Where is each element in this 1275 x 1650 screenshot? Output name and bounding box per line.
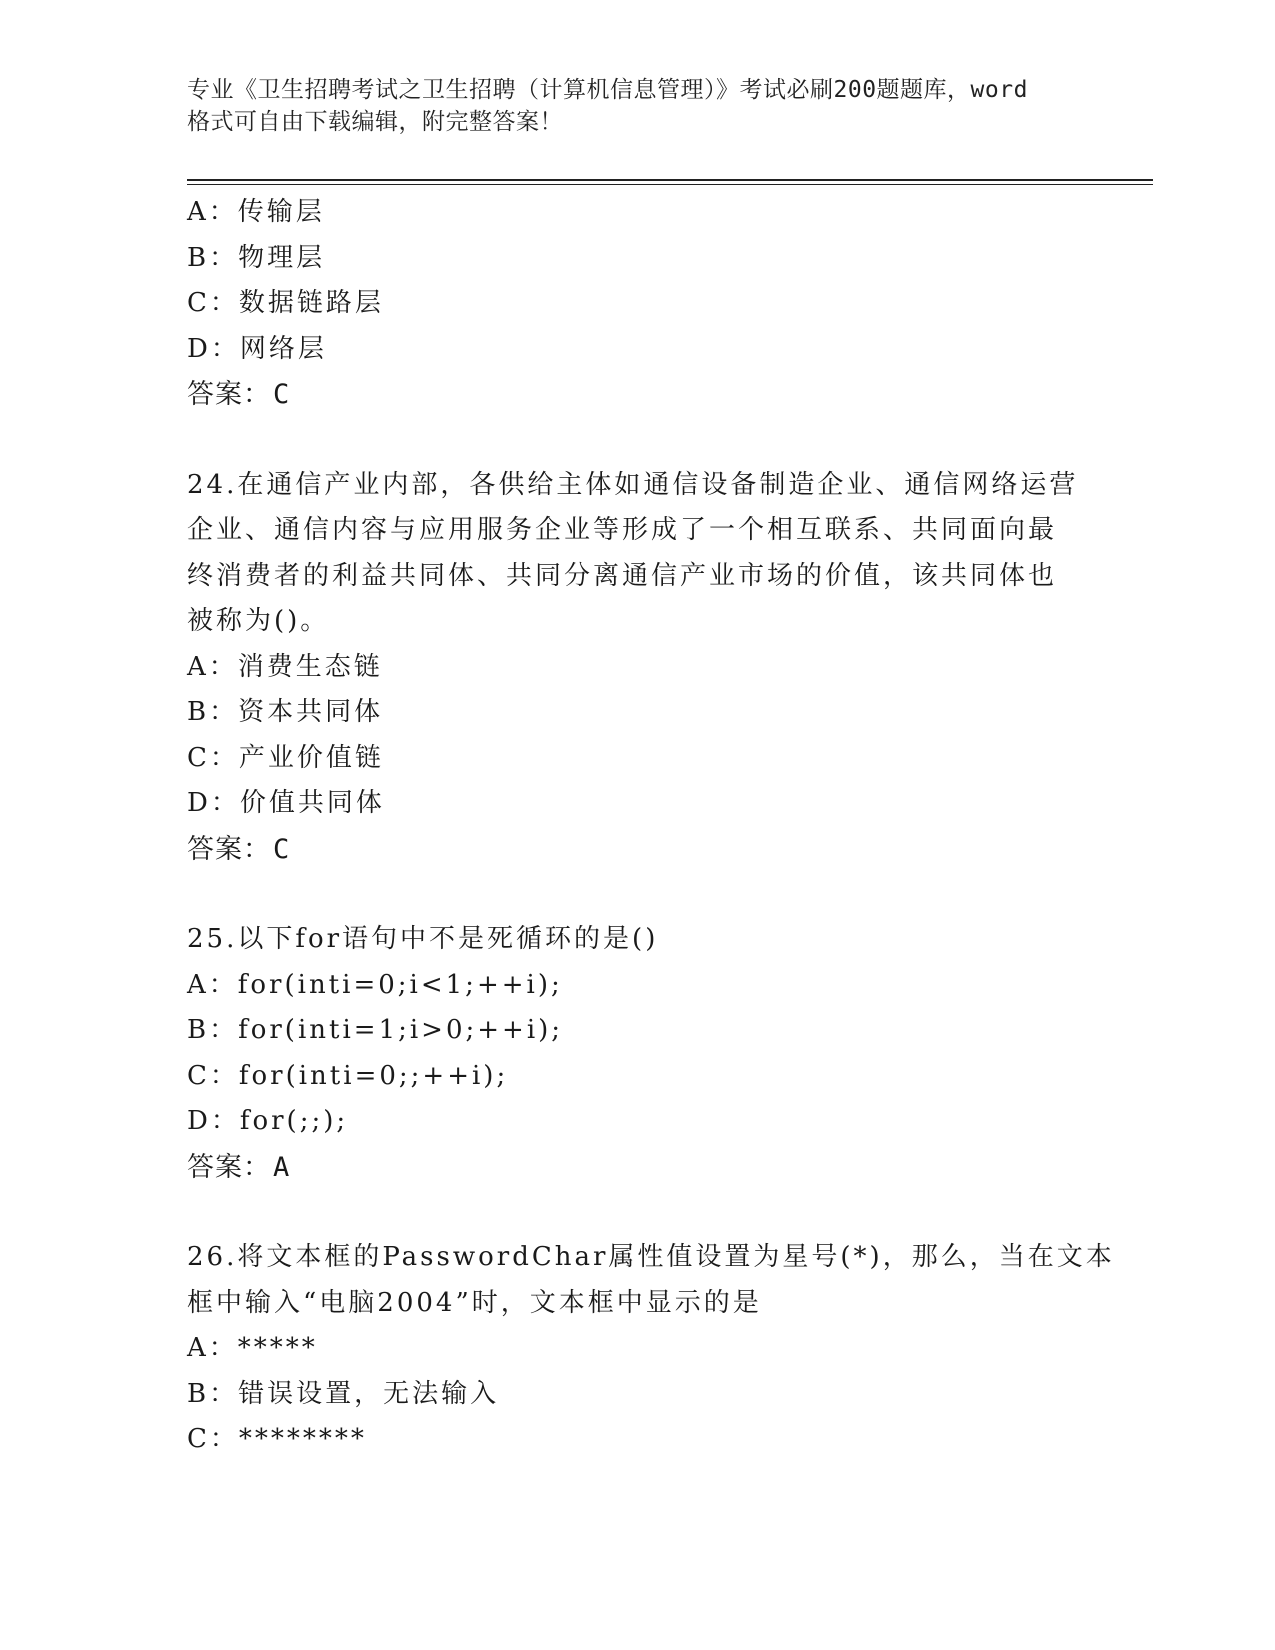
question-block-25 [187, 917, 1087, 1190]
header-divider-thick [187, 179, 1153, 181]
header-divider-thin [187, 184, 1153, 185]
option-b: B：for(inti=1;i>0;++i); [187, 1015, 564, 1045]
question-text-line: 企业、通信内容与应用服务企业等形成了一个相互联系、共同面向最 [187, 515, 1058, 545]
answer-value: A [273, 1151, 291, 1183]
option-b: B：物理层 [187, 242, 326, 273]
question-text-line: 被称为()。 [187, 606, 330, 636]
answer-value: C [273, 379, 291, 410]
option-a: A：消费生态链 [187, 651, 383, 682]
option-a: A：传输层 [187, 197, 325, 227]
option-d: D：for(;;); [187, 1106, 349, 1136]
option-c: C：数据链路层 [187, 288, 384, 318]
answer-label: 答案： [187, 379, 271, 410]
question-block-26 [187, 1235, 1115, 1463]
question-content [187, 190, 1115, 1463]
option-b: B：错误设置，无法输入 [187, 1378, 500, 1409]
option-c: C：产业价值链 [187, 742, 384, 773]
question-text-line: 框中输入“电脑2004”时，文本框中显示的是 [187, 1287, 762, 1318]
answer-value: C [273, 833, 291, 865]
option-c: C：for(inti=0;;++i); [187, 1060, 509, 1091]
answer-label: 答案： [187, 833, 271, 865]
question-text-line: 24.在通信产业内部，各供给主体如通信设备制造企业、通信网络运营 [187, 469, 1079, 500]
answer-line [187, 372, 1087, 418]
header-line-2: 格式可自由下载编辑，附完整答案！ [187, 109, 563, 135]
option-d: D：网络层 [187, 333, 327, 364]
option-a: A：***** [187, 1333, 318, 1363]
question-block-23 [187, 190, 1087, 418]
document-header [187, 74, 1087, 138]
question-text-line: 25.以下for语句中不是死循环的是() [187, 924, 659, 954]
question-block-24 [187, 463, 1087, 873]
option-a: A：for(inti=0;i<1;++i); [187, 969, 563, 1000]
answer-line [187, 827, 1087, 873]
option-d: D：价值共同体 [187, 788, 385, 818]
option-b: B：资本共同体 [187, 697, 384, 727]
answer-label: 答案： [187, 1151, 271, 1183]
header-line-1: 专业《卫生招聘考试之卫生招聘（计算机信息管理）》考试必刷200题题库，word [187, 77, 1028, 103]
question-text-line: 26.将文本框的PasswordChar属性值设置为星号(*)，那么，当在文本 [187, 1242, 1115, 1272]
question-text-line: 终消费者的利益共同体、共同分离通信产业市场的价值，该共同体也 [187, 560, 1058, 591]
option-c: C：******** [187, 1424, 367, 1454]
answer-line [187, 1145, 1087, 1191]
